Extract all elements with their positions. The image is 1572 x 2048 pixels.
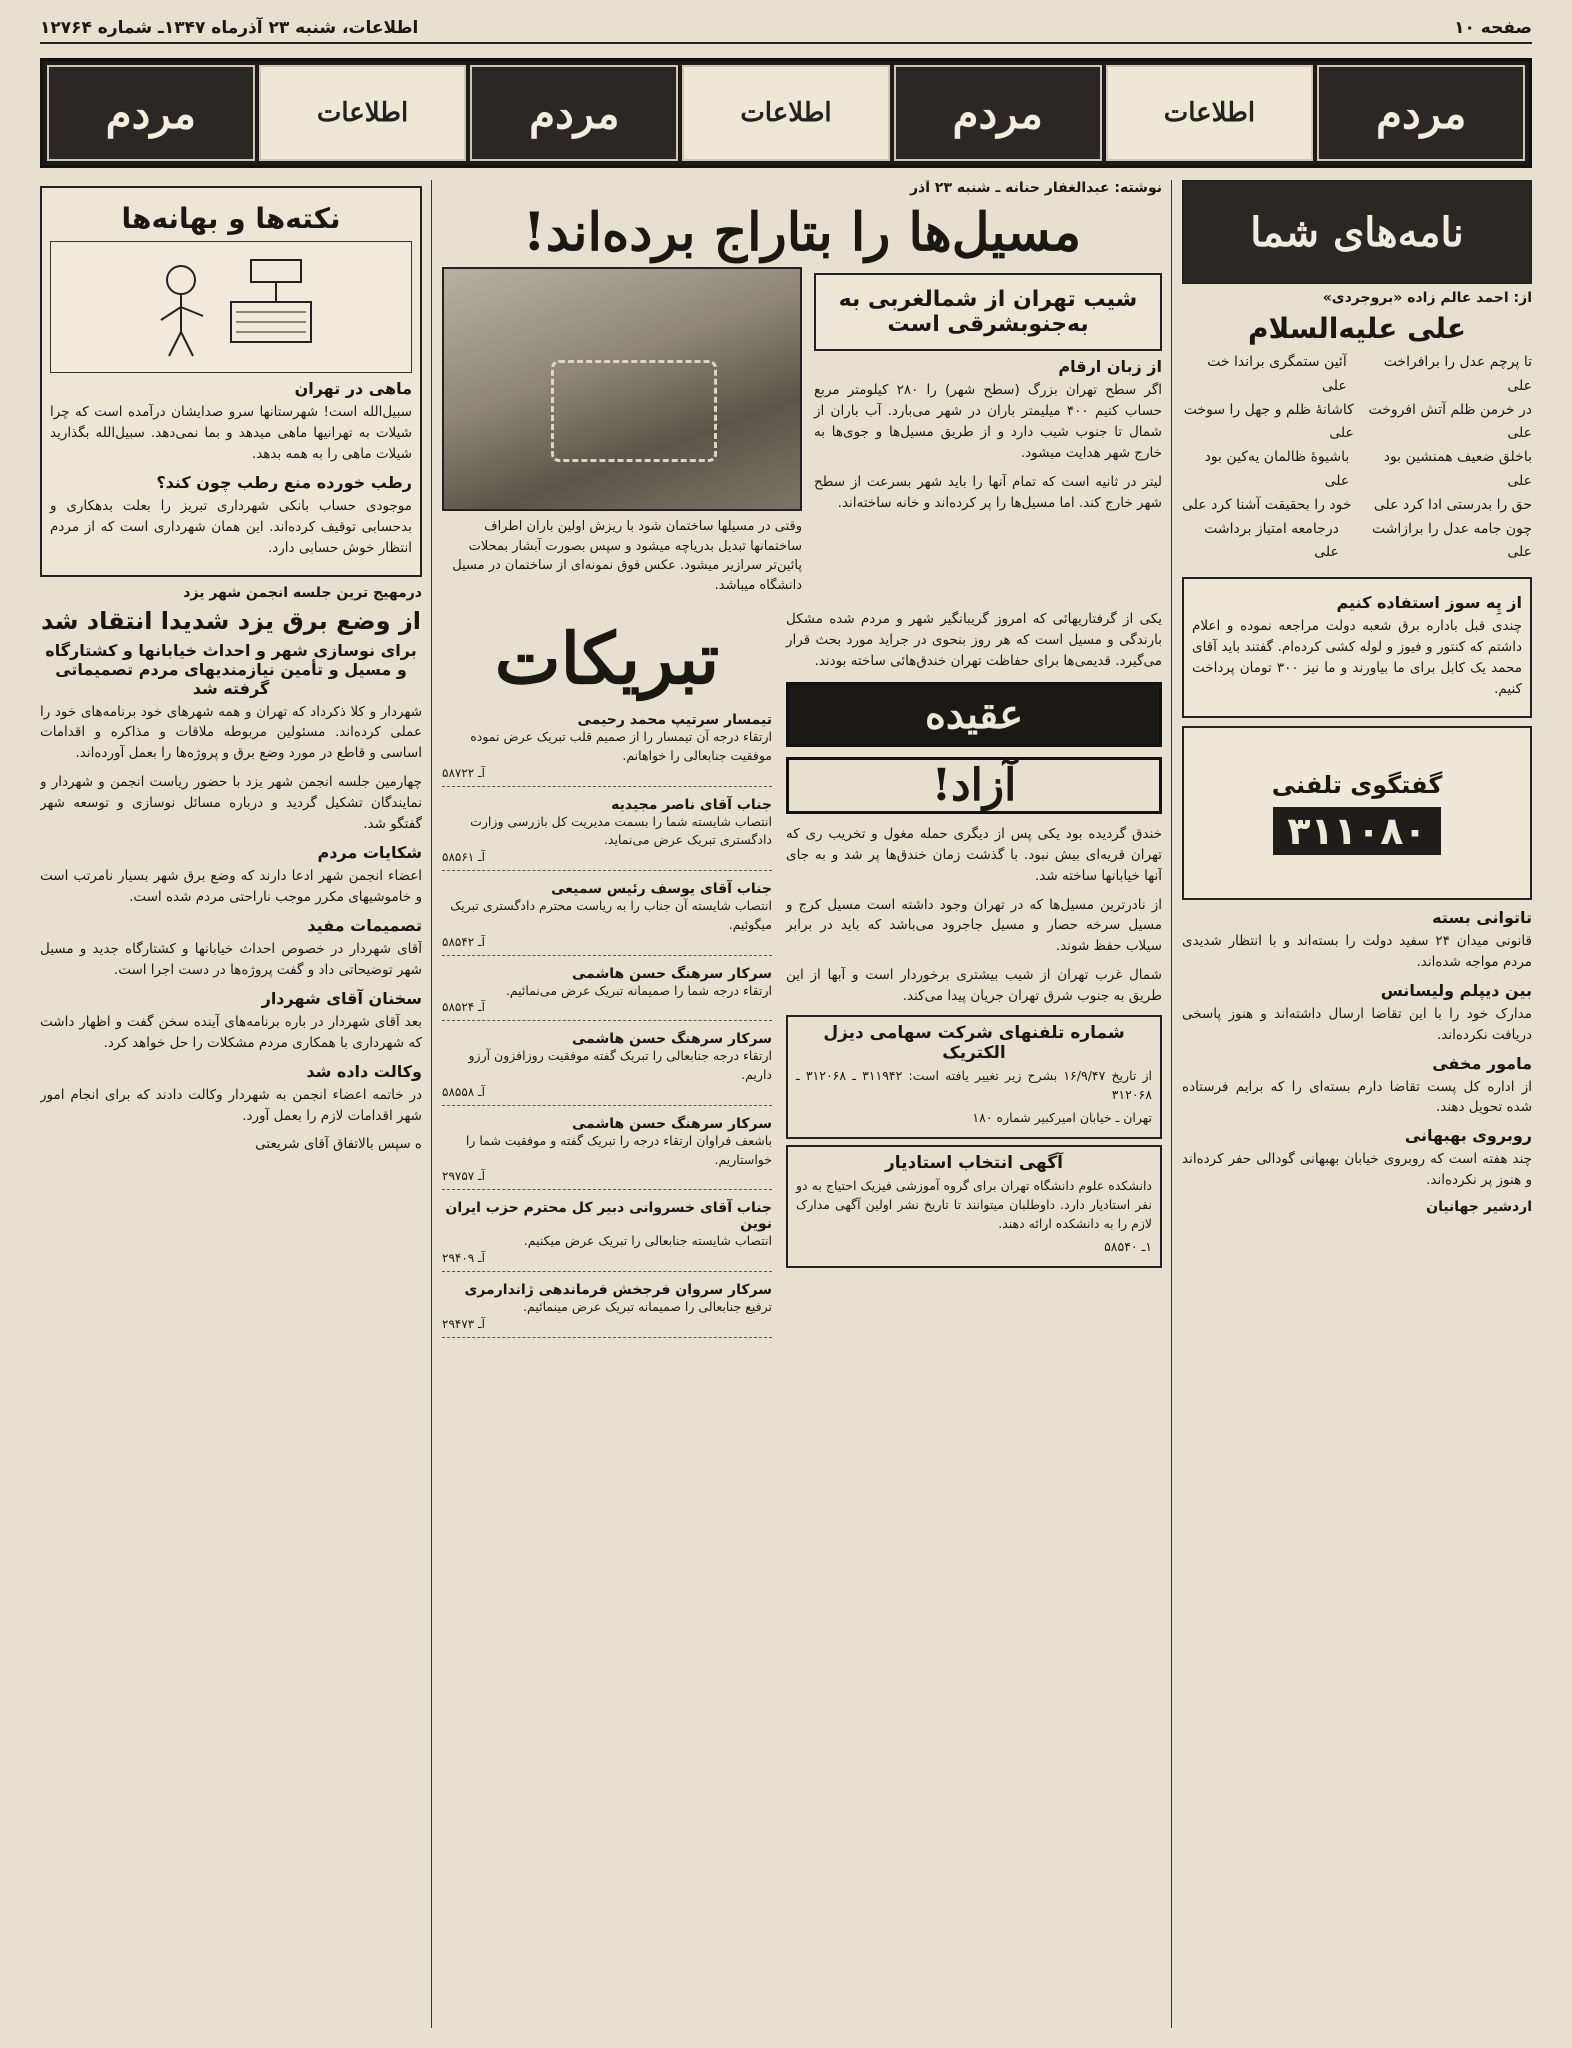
- ad-code: ۱ـ ۵۸۵۴۰: [1104, 1238, 1152, 1254]
- greeting-body: ارتقاء درجه شما را صمیمانه تبریک عرض می‌نمائیم.: [505, 982, 772, 998]
- greeting-title: تیمسار سرتیپ محمد رحیمی: [577, 712, 772, 728]
- greeting-code: آ‌ـ ۲۹۴۰۹: [442, 1251, 485, 1265]
- report-paragraph: بعد آقای شهردار در باره برنامه‌های آینده سخن گفت و اظهار داشت که شهرداری با همکاری مردم مشکلات را حل خواهد کرد.: [40, 1013, 422, 1051]
- greeting-item: [442, 1027, 772, 1106]
- ad-title: شماره تلفنهای شرکت سهامی دیزل الکتریک: [823, 1023, 1125, 1064]
- greeting-title: جناب آقای ناصر مجیدیه: [611, 796, 772, 813]
- poem-line: باشیوهٔ ظالمان یه‌کین بود علی: [1204, 449, 1350, 489]
- poem-line: خود را بحقیقت آشنا کرد علی: [1182, 496, 1352, 513]
- report-section-title: تصمیمات مفید: [307, 915, 422, 935]
- greetings-block: [442, 609, 772, 1344]
- note-title: ماهی در تهران: [294, 379, 412, 398]
- poem-line: تا پرچم عدل را برافراخت علی: [1383, 354, 1532, 394]
- article-continuation: [786, 609, 1162, 1344]
- notes-title: نکته‌ها و بهانه‌ها: [121, 202, 341, 235]
- article-paragraph: شمال غرب تهران از شیب بیشتری برخوردار است و آبها از این طریق به جنوب شرق تهران جریان پیدا می‌کند.: [786, 967, 1162, 1005]
- greeting-title: سرکار سرهنگ حسن هاشمی: [571, 1115, 772, 1132]
- letter-body: چندی قبل باداره برق شعبه دولت مراجعه نموده و اعلام داشتم که کنتور و فیوز و لوله کشی کرده‌ام. گفتند باید آقای محمد یک کابل برای ما بیاورند و ما نیز ۳۰۰ تومان پرداخت کنیم.: [1192, 618, 1522, 697]
- main-article-column: [442, 180, 1162, 2028]
- note-title: رطب خورده منع رطب چون کند؟: [156, 472, 412, 492]
- ad-body: از تاریخ ۱۶/۹/۴۷ بشرح زیر تغییر یافته است: ۳۱۱۹۴۲ ـ ۳۱۲۰۶۸ ـ ۳۱۲۰۶۸: [796, 1068, 1153, 1102]
- banner-title: مردم: [1317, 65, 1525, 161]
- greeting-body: انتصاب شایسته جنابعالی را تبریک عرض میکنیم.: [523, 1233, 772, 1249]
- section-title: از زبان ارقام: [1058, 357, 1162, 376]
- article-text-block: [814, 267, 1162, 603]
- poem-title: علی علیه‌السلام: [1248, 312, 1466, 345]
- poem-couplet: [1182, 399, 1532, 447]
- phone-number: ۳۱۱۰۸۰: [1273, 807, 1440, 855]
- cartoon-drawing: [141, 252, 321, 362]
- greeting-title: جناب آقای خسروانی دبیر کل محترم حزب ایران نوین: [445, 1200, 772, 1233]
- opinion-banner: عقیده: [786, 682, 1162, 747]
- greeting-body: ترفیع جنابعالی را صمیمانه تبریک عرض مینمائیم.: [523, 1299, 772, 1314]
- letter-body: قانونی میدان ۲۴ سفید دولت را بسته‌اند و با انتظار شدیدی مردم مواجه شده‌اند.: [1182, 932, 1532, 970]
- report-section-title: سخنان آقای شهردار: [261, 988, 422, 1008]
- poem-line: کاشانهٔ ظلم و جهل را سوخت علی: [1183, 401, 1354, 442]
- poem-line: آئین ستمگری براندا خت علی: [1207, 354, 1347, 394]
- column-divider: [431, 180, 432, 2028]
- banner-title: مردم: [470, 65, 678, 161]
- greetings-title: تبریکات: [494, 617, 720, 700]
- article-paragraph: خندق گردیده بود یکی پس از دیگری حمله مغول و تخریب ری که تهران قریه‌ای بیش نبود. با گذشت زمان خندق‌ها پر شد و به جای آنها خیابانها ساخته شد.: [786, 825, 1162, 884]
- poem-line: حق را بدرستی ادا کرد علی: [1373, 496, 1532, 513]
- article-byline: نوشته: عبدالغفار حنانه ـ شنبه ۲۳ آذر: [910, 180, 1162, 196]
- note-body: سبیل‌الله است! شهرستانها سرو صدایشان درآمده است که چرا شیلات به تهرانیها ماهی میدهد و بما نمی‌دهد. سبیل‌الله بگذارید شیلات ماهی را به همه بدهد.: [50, 404, 412, 462]
- article-subtitle: شیب تهران از شمالغربی به به‌جنوبشرقی است: [838, 287, 1138, 337]
- poem-line: در خرمن ظلم آتش افروخت علی: [1368, 401, 1532, 442]
- photo-caption: وقتی در مسیلها ساختمان شود با ریزش اولین باران اطراف ساختمانها تبدیل بدریاچه میشود و سپس بصورت آبشار بمحلات پائین‌تر سرازیر میشود. عکس فوق نمونه‌ای از ساختمان در مسیل دانشگاه میباشد.: [452, 519, 802, 593]
- greeting-code: آ‌ـ ۵۸۵۴۲: [442, 934, 485, 949]
- poem-couplet: [1182, 446, 1532, 494]
- note-body: موجودی حساب بانکی شهرداری تبریز را بعلت بدهکاری و بدحسابی توقیف کرده‌اند. این همان شهرداری است که از مردم انتظار خوش حسابی دارد.: [50, 497, 412, 556]
- greeting-item: [442, 1196, 772, 1272]
- letter-box: [1182, 577, 1532, 718]
- poem: [1182, 351, 1532, 565]
- report-footer: ه سپس بالاتفاق آقای شریعتی: [255, 1136, 422, 1153]
- poem-couplet: [1182, 518, 1532, 566]
- banner-logo: اطلاعات: [682, 65, 890, 161]
- article-paragraph: یکی از گرفتاریهائی که امروز گریبانگیر شهر و مردم شده مشکل بارندگی و مسیل است که هر روز بنحوی در جراید مورد بحث قرار می‌گیرد. قدیمی‌ها برای حفاظت تهران خندق‌هائی ساخته بودند.: [786, 611, 1162, 669]
- greeting-body: انتصاب شایسته آن جناب را به ریاست محترم دادگستری تبریک میگوئیم.: [450, 898, 772, 932]
- report-subheadline: برای نوسازی شهر و احداث خیابانها و کشتارگاه و مسیل و تأمین نیازمندیهای مردم تصمیماتی گرفته شد: [45, 640, 417, 698]
- article-paragraph: لیتر در ثانیه است که تمام آنها را باید شهر بسرعت از سطح شهر خارج کند. اما مسیل‌ها را پر کرده‌اند و خانه ساخته‌اند.: [814, 473, 1162, 511]
- banner-logo: اطلاعات: [259, 65, 467, 161]
- greeting-body: ارتقاء درجه آن تیمسار را از صمیم قلب تبریک عرض نموده موفقیت جنابعالی را خواهانم.: [470, 729, 772, 763]
- article-photo-block: [442, 267, 802, 603]
- report-kicker: درمهیج ترین جلسه انجمن شهر یزد: [183, 584, 422, 601]
- letter-title: مامور مخفی: [1432, 1053, 1532, 1073]
- article-paragraph: از نادرترین مسیل‌ها که در تهران وجود داشته است مسیل کرج و مسیل سرخه حصار و مسیل جاجرود می‌باشد که باید در برابر سیلاب حفظ شوند.: [786, 896, 1162, 955]
- greeting-title: جناب آقای یوسف رئیس سمیعی: [551, 881, 772, 897]
- subtitle-box: [814, 273, 1162, 351]
- greeting-body: ارتقاء درجه جنابعالی را تبریک گفته موفقیت روزافزون آرزو داریم.: [468, 1048, 772, 1082]
- signature: اردشیر جهانیان: [1426, 1199, 1532, 1216]
- article-headline: مسیل‌ها را بتاراج برده‌اند!: [522, 202, 1082, 263]
- greeting-code: آ‌ـ ۵۸۵۲۴: [442, 1000, 485, 1015]
- greeting-item: [442, 708, 772, 787]
- report-paragraph: در خاتمه اعضاء انجمن به شهردار وکالت دادند که برای انجام امور شهر اقدامات لازم را بعمل آورد.: [40, 1086, 422, 1124]
- company-ad: [786, 1015, 1162, 1139]
- page-header: [40, 14, 1532, 44]
- greeting-title: سرکار سرهنگ حسن هاشمی: [571, 965, 772, 982]
- banner-logo: اطلاعات: [1106, 65, 1314, 161]
- greeting-code: آ‌ـ ۵۸۵۶۱: [442, 850, 485, 864]
- greeting-item: [442, 1112, 772, 1191]
- banner-title: مردم: [894, 65, 1102, 161]
- greeting-code: آ‌ـ ۲۹۴۷۳: [442, 1316, 485, 1331]
- poem-line: درجامعه امتیاز برداشت علی: [1204, 520, 1339, 561]
- poem-line: چون جامه عدل را برازاشت علی: [1371, 520, 1532, 561]
- article-paragraph: اگر سطح تهران بزرگ (سطح شهر) را ۲۸۰ کیلومتر مربع حساب کنیم ۴۰۰ میلیمتر باران در شهر می‌بارد. آب باران از شمال تا جنوب شیب دارد و از طریق مسیل‌ها و جوی‌ها به خارج شهر هدایت میشود.: [814, 382, 1162, 461]
- greeting-body: انتصاب شایسته شما را بسمت مدیریت کل بازرسی وزارت دادگستری تبریک عرض می‌نماید.: [470, 813, 772, 848]
- greeting-item: [442, 1278, 772, 1338]
- opinion-banner-sub: آزاد!: [786, 757, 1162, 814]
- letter-title: از پِه سوز استفاده کنیم: [1336, 593, 1522, 613]
- greeting-code: آ‌ـ ۵۸۷۲۲: [442, 765, 485, 780]
- section-banner: [40, 58, 1532, 168]
- banner-title: مردم: [47, 65, 255, 161]
- ad-address: تهران ـ خیابان امیرکبیر شماره ۱۸۰: [972, 1109, 1152, 1125]
- poem-author: از: احمد عالم زاده «بروجردی»: [1322, 290, 1532, 306]
- report-section-title: شکایات مردم: [317, 843, 422, 863]
- report-paragraph: چهارمین جلسه انجمن شهر یزد با حضور ریاست انجمن و شهردار و نمایندگان تشکیل گردید و درباره مسائل نوسازی و توسعه شهر گفتگو شد.: [40, 774, 422, 833]
- letter-body: مدارک خود را با این تقاضا ارسال داشته‌اند و هنوز پاسخی دریافت نکرده‌اند.: [1182, 1005, 1532, 1043]
- letters-column: [1182, 180, 1532, 2028]
- report-section-title: وکالت داده شد: [306, 1061, 422, 1081]
- article-bottom-row: [442, 609, 1162, 1344]
- greeting-item: [442, 877, 772, 956]
- phone-title: گفتگوی تلفنی: [1271, 770, 1443, 799]
- notes-box: [40, 186, 422, 577]
- greeting-code: آ‌ـ ۵۸۵۵۸: [442, 1084, 485, 1099]
- ad-body: دانشکده علوم دانشگاه تهران برای گروه آموزشی فیزیک احتیاج به دو نفر استادیار دارد. داوطلبان میتوانند تا تاریخ نشر اولین آگهی مدارک لازم را به دانشکده ارائه دهند.: [796, 1178, 1152, 1231]
- greeting-title: سرکار سرهنگ حسن هاشمی: [571, 1031, 772, 1048]
- greeting-body: باشعف فراوان ارتقاء درجه را تبریک گفته و موفقیت شما را خواستاریم.: [465, 1132, 772, 1167]
- poem-couplet: [1182, 351, 1532, 399]
- cartoon-illustration: [50, 241, 412, 373]
- report-paragraph: اعضاء انجمن شهر ادعا دارند که وضع برق شهر بسیار نامرتب است و خاموشیهای مکرر موجب ناراحتی مردم شده است.: [40, 868, 422, 905]
- page-number: صفحه ۱۰: [1454, 18, 1532, 38]
- letter-title: تاتوانی بسته: [1432, 907, 1532, 927]
- greeting-code: آ‌ـ ۲۹۷۵۷: [442, 1169, 485, 1184]
- report-paragraph: شهردار و کلا ذکرداد که تهران و همه شهرهای خود برنامه‌های خود را عملی کرده‌اند. مسئولین مربوطه ملاقات و مذاکره و اقدامات اساسی و قاطع در مورد وضع برق و پروژه‌ها را بعمل آورده‌اند.: [40, 703, 422, 762]
- ad-title: آگهی انتخاب استادیار: [885, 1153, 1063, 1174]
- article-photo: [442, 267, 802, 511]
- issue-line: اطلاعات، شنبه ۲۳ آذرماه ۱۳۴۷ـ شماره ۱۲۷۶۴: [40, 18, 419, 38]
- letter-body: از اداره کل پست تقاضا دارم بسته‌ای را که برایم فرستاده شده تحویل دهند.: [1182, 1078, 1532, 1116]
- greeting-item: [442, 793, 772, 872]
- report-headline: از وضع برق یزد شدیدا انتقاد شد: [40, 606, 421, 635]
- letter-title: بین دیپلم ولیسانس: [1380, 980, 1532, 1000]
- letters-logo: نامه‌های شما: [1182, 180, 1532, 284]
- letter-body: چند هفته است که روبروی خیابان بهبهانی گودالی حفر کرده‌اند و هنوز پر نکرده‌اند.: [1182, 1151, 1532, 1189]
- letter-title: روبروی بهبهانی: [1404, 1126, 1532, 1146]
- phone-box: [1182, 726, 1532, 900]
- poem-couplet: [1182, 494, 1532, 518]
- article-top-row: [442, 267, 1162, 603]
- greeting-item: [442, 962, 772, 1022]
- column-divider: [1171, 180, 1172, 2028]
- report-paragraph: آقای شهردار در خصوص احداث خیابانها و کشتارگاه جدید و مسیل شهر توضیحاتی داد و گفت پروژه‌ها در دست اجرا است.: [40, 940, 422, 978]
- greeting-title: سرکار سروان فرجخش فرماندهی ژاندارمری: [464, 1282, 772, 1298]
- university-ad: [786, 1145, 1162, 1268]
- notes-column: [40, 180, 422, 2028]
- poem-line: باخلق ضعیف همنشین بود علی: [1383, 449, 1532, 489]
